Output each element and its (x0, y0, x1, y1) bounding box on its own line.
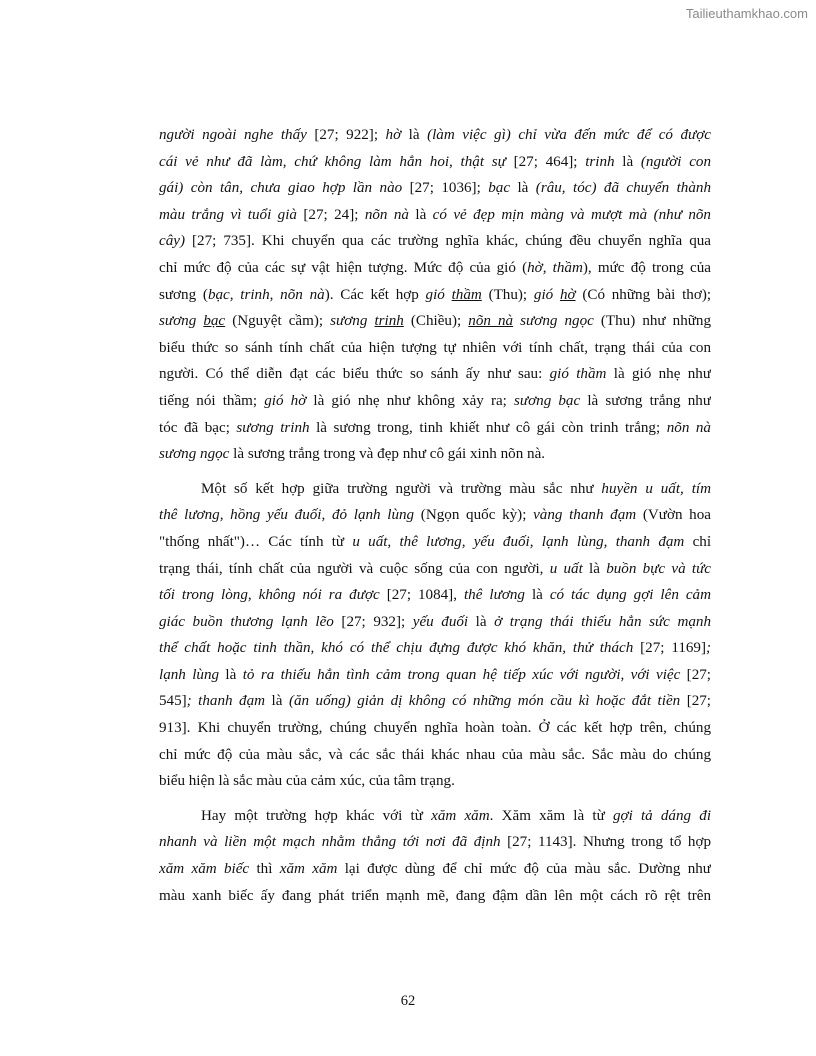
watermark: Tailieuthamkhao.com (685, 6, 808, 21)
text-line: người ngoài nghe thấy [27; 922]; hờ là (làm việc gì) chỉ vừa đến mức để có được (159, 127, 711, 143)
text-line: gái) còn tân, chưa giao hợp lần nào [27; 1036]; bạc là (râu, tóc) đã chuyển thành (159, 180, 711, 197)
text-line: thê lương, hồng yếu đuối, đỏ lạnh lùng (Ngọn quốc kỳ); vàng thanh đạm (Vườn hoa (159, 507, 711, 524)
text-line: cây) [27; 735]. Khi chuyển qua các trường nghĩa khác, chúng đều chuyển nghĩa qua (159, 233, 711, 250)
text-line: người. Có thể diễn đạt các biểu thức so sánh ấy như sau: gió thầm là gió nhẹ như (159, 366, 711, 383)
text-line: Một số kết hợp giữa trường người và trường màu sắc như huyền u uất, tím (201, 480, 711, 497)
page-number: 62 (400, 993, 416, 1009)
text-line: sương (bạc, trinh, nõn nà). Các kết hợp gió thầm (Thu); gió hờ (Có những bài thơ); (159, 286, 711, 303)
text-line: chỉ mức độ của các sự vật hiện tượng. Mức độ của gió (hờ, thầm), mức độ trong của (159, 259, 711, 276)
text-line: trạng thái, tính chất của người và cuộc sống của con người, u uất là buồn bực và tức (159, 560, 711, 577)
text-line: thể chất hoặc tinh thần, khó có thể chịu đựng được khó khăn, thử thách [27; 1169]; (159, 640, 711, 657)
text-line: tiếng nói thầm; gió hờ là gió nhẹ như không xảy ra; sương bạc là sương trắng như (159, 392, 711, 409)
text-line: nhanh và liền một mạch nhằm thẳng tới nơi đã định [27; 1143]. Nhưng trong tổ hợp (159, 834, 711, 851)
text-line: chỉ mức độ của màu sắc, và các sắc thái khác nhau của màu sắc. Sắc màu do chúng (159, 746, 711, 763)
text-line: "thống nhất")… Các tính từ u uất, thê lương, yếu đuối, lạnh lùng, thanh đạm chỉ (159, 533, 711, 550)
text-line: giác buồn thương lạnh lẽo [27; 932]; yếu đuối là ở trạng thái thiếu hẳn sức mạnh (159, 613, 711, 630)
text-line: tóc đã bạc; sương trinh là sương trong, tinh khiết như cô gái còn trinh trắng; nõn nà (159, 419, 711, 436)
body-text (159, 122, 711, 909)
text-line: sương ngọc là sương trắng trong và đẹp như cô gái xinh nõn nà. (159, 446, 546, 463)
text-line: tối trong lòng, không nói ra được [27; 1084], thê lương là có tác dụng gợi lên cảm (159, 587, 711, 604)
text-line: cái vẻ như đã làm, chứ không làm hẳn hoi, thật sự [27; 464]; trinh là (người con (159, 153, 711, 170)
text-line: biểu hiện là sắc màu của cảm xúc, của tâm trạng. (159, 773, 455, 790)
text-line: màu trắng vì tuổi già [27; 24]; nõn nà là có vẻ đẹp mịn màng và mượt mà (như nõn (159, 206, 711, 223)
text-line: lạnh lùng là tỏ ra thiếu hẳn tình cảm trong quan hệ tiếp xúc với người, với việc [27; (159, 666, 711, 683)
text-line: xăm xăm biếc thì xăm xăm lại được dùng để chỉ mức độ của màu sắc. Dường như (159, 861, 711, 878)
text-line: 545]; thanh đạm là (ăn uống) giản dị không có những món cầu kì hoặc đắt tiền [27; (159, 693, 711, 710)
text-line: màu xanh biếc ấy đang phát triển mạnh mẽ, đang đậm dần lên một cách rõ rệt trên (159, 887, 711, 904)
text-line: Hay một trường hợp khác với từ xăm xăm. Xăm xăm là từ gợi tả dáng đi (201, 807, 711, 824)
text-line: 913]. Khi chuyển trường, chúng chuyển nghĩa hoàn toàn. Ở các kết hợp trên, chúng (159, 720, 711, 737)
text-line: sương bạc (Nguyệt cầm); sương trinh (Chiều); nõn nà sương ngọc (Thu) như những (159, 313, 711, 330)
text-line: biểu thức so sánh tính chất của hiện tượng tự nhiên với tính chất, trạng thái của con (159, 339, 711, 356)
